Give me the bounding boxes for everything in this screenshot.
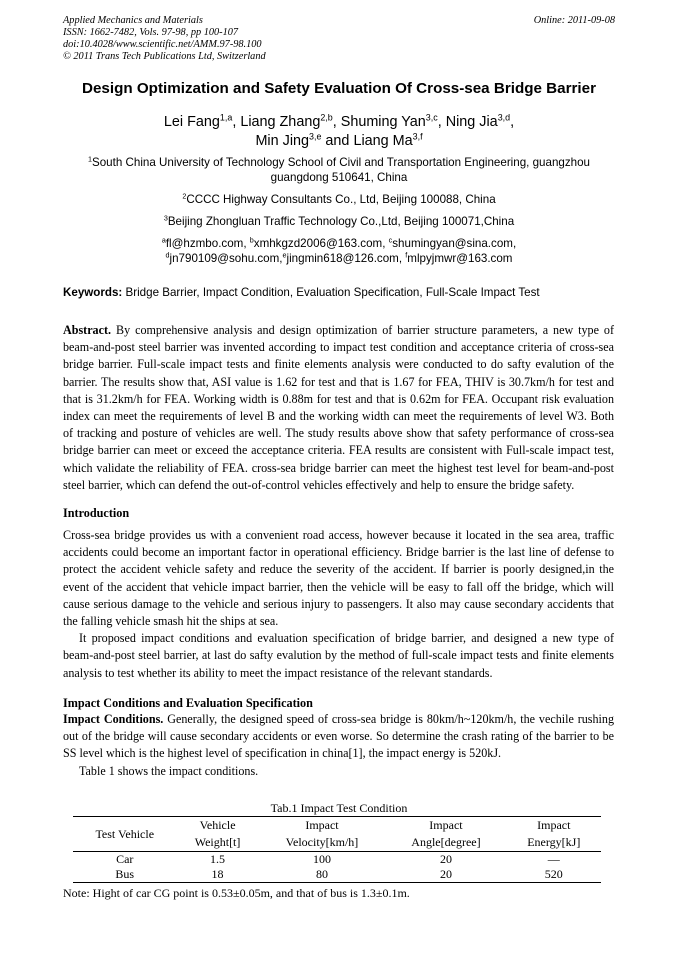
affiliation-3: $^3$Beijing Zhongluan Traffic Technology Co.,Ltd, Beijing 100071,China: [163, 213, 515, 228]
col-header-vehicle: Test Vehicle: [73, 817, 176, 852]
table-row: Bus 18 80 20 520: [73, 867, 601, 883]
impact-section-body: [63, 711, 614, 780]
online-date: Online: 2011-09-08: [533, 15, 615, 26]
author-name: Lei Fang: [163, 114, 220, 130]
author-sup: 3,f: [412, 131, 423, 142]
journal-header: [63, 15, 266, 63]
table-note: Note: Hight of car CG point is 0.53±0.05m, and that of bus is 1.3±0.1m.: [63, 886, 410, 900]
author-name: Shuming Yan: [340, 114, 426, 130]
col-header-weight-2: Weight[t]: [176, 834, 258, 852]
table-caption: Tab.1 Impact Test Condition: [270, 801, 408, 815]
introduction-heading: Introduction: [63, 506, 130, 520]
author-list: [0, 113, 678, 151]
col-header-energy-1: Impact: [507, 817, 601, 835]
journal-name: Applied Mechanics and Materials: [63, 15, 203, 26]
author-line-2: Min Jing$^{3,e}$ and Liang Ma$^{3,f}$: [255, 131, 423, 149]
paper-title: Design Optimization and Safety Evaluation Of Cross-sea Bridge Barrier: [82, 80, 596, 97]
issn-line: ISSN: 1662-7482, Vols. 97-98, pp 100-107: [63, 27, 239, 38]
abstract-label: Abstract.: [63, 323, 112, 337]
impact-section-heading: Impact Conditions and Evaluation Specification: [63, 696, 313, 710]
impact-conditions-text: Generally, the designed speed of cross-sea bridge is 80km/h~120km/h, the vechile rushing out of the bridge will cause secondary accidents or even worse. So determine the crash rating of the barrier to be SS level which is the highest level of specification in china[1], the impact energy is 520kJ.: [63, 712, 614, 761]
col-header-energy-2: Energy[kJ]: [507, 834, 601, 852]
col-header-weight-1: Vehicle: [176, 817, 258, 835]
author-line-1: Lei Fang$^{1,a}$, Liang Zhang$^{2,b}$, Shuming Yan$^{3,c}$, Ning Jia$^{3,d}$,: [163, 112, 515, 130]
email-link[interactable]: mlpyjmwr@163.com: [407, 252, 513, 265]
email-link[interactable]: shumingyan@sina.com: [392, 237, 513, 250]
table-reference: Table 1 shows the impact conditions.: [79, 763, 259, 778]
email-line-2: $^d$jn790109@sohu.com,$^e$jingmin618@126.com, $^f$mlpyjmwr@163.com: [165, 250, 513, 265]
doi-line: doi:10.4028/www.scientific.net/AMM.97-98.100: [63, 39, 262, 50]
author-name: Ning Jia: [445, 114, 498, 130]
impact-test-table: [73, 816, 601, 883]
author-sup: 3,e: [309, 131, 322, 142]
email-link[interactable]: fl@hzmbo.com: [165, 237, 244, 250]
author-name: Liang Zhang: [240, 114, 321, 130]
introduction-paragraph-1: Cross-sea bridge provides us with a convenient road access, however because it located in the sea area, traffic accidents could become an important factor in operational efficiency. Bridge barrier is the last line of defense to protect the accident vehicle safety and reduce the severity of the accident. If barrier is poorly designed,in the event of the accident that vehicle impact barrier, then the vehicle will be easy to fall off the bridge, which will cause serious damage to the vehicle and serious injury to passengers. It also may cause secondary accidents that the falling vehicle smash hit the ships at sea.: [63, 528, 614, 629]
email-link[interactable]: jn790109@sohu.com: [169, 252, 280, 265]
col-header-angle-2: Angle[degree]: [385, 834, 506, 852]
email-list: [60, 236, 618, 266]
introduction-paragraph-2: It proposed impact conditions and evaluation specification of bridge barrier, and designed a new type of beam-and-post steel barrier, at last do safty evalution by the method of full-scale impact tests and finite elements analysis to test whether its ability to meet the impact resistance of the relevant standards.: [63, 631, 614, 680]
col-header-velocity-2: Velocity[km/h]: [259, 834, 386, 852]
author-name: Liang Ma: [353, 133, 413, 149]
copyright-line: © 2011 Trans Tech Publications Ltd, Switzerland: [63, 51, 266, 62]
keywords-label: Keywords:: [63, 286, 123, 299]
abstract-text: By comprehensive analysis and design optimization of barrier structure parameters, a new type of beam-and-post steel barrier was invented according to impact test condition and acceptance criteria of cross-sea bridge barrier. Full-scale impact tests and finite elements analysis were conducted to do safty evalution of the barrier. The results show that, ASI value is 1.62 for test and that is 1.67 for FEA, THIV is 30.7km/h for test and that is 31.2km/h for FEA. Working width is 0.88m for test and that is 0.62m for FEA. Occupant risk evaluation index can meet the requirements of level B and the working width can meet the requirements of level W3. Both of tracking and posture of vehicles are well. The study results above show that safety performance of cross-sea bridge barrier can meet or exceed the acceptance criteria. FEA results are consistent with Full-scale impact test, which validate the reliability of FEA. cross-sea bridge barrier can meet the highest test level for beam-and-post steel barrier, which can defend the out-of-control vehicles effectively and help to ensure the bridge safety.: [63, 323, 615, 492]
author-sup: 1,a: [219, 112, 233, 123]
abstract: [63, 322, 614, 494]
impact-conditions-label: Impact Conditions.: [63, 712, 164, 726]
author-sup: 2,b: [320, 112, 333, 123]
col-header-velocity-1: Impact: [259, 817, 386, 835]
email-link[interactable]: jingmin618@126.com: [286, 252, 399, 265]
keywords-text: Bridge Barrier, Impact Condition, Evaluation Specification, Full-Scale Impact Test: [125, 286, 540, 299]
table-row: Car 1.5 100 20 —: [116, 852, 560, 866]
email-line-1: $^a$fl@hzmbo.com, $^b$xmhkgzd2006@163.com, $^c$shumingyan@sina.com,: [161, 235, 517, 250]
affiliation-2: $^2$CCCC Highway Consultants Co., Ltd, Beijing 100088, China: [182, 191, 496, 206]
email-link[interactable]: xmhkgzd2006@163.com: [253, 237, 383, 250]
author-name: Min Jing: [255, 133, 310, 149]
keywords: [63, 286, 623, 299]
introduction-body: [63, 527, 614, 682]
author-sup: 3,d: [497, 112, 511, 123]
affiliation-1: $^1$South China University of Technology School of Civil and Transportation Engineering, guangzhou guangdong 510641, China: [88, 154, 590, 184]
author-sup: 3,c: [425, 112, 438, 123]
col-header-angle-1: Impact: [385, 817, 506, 835]
